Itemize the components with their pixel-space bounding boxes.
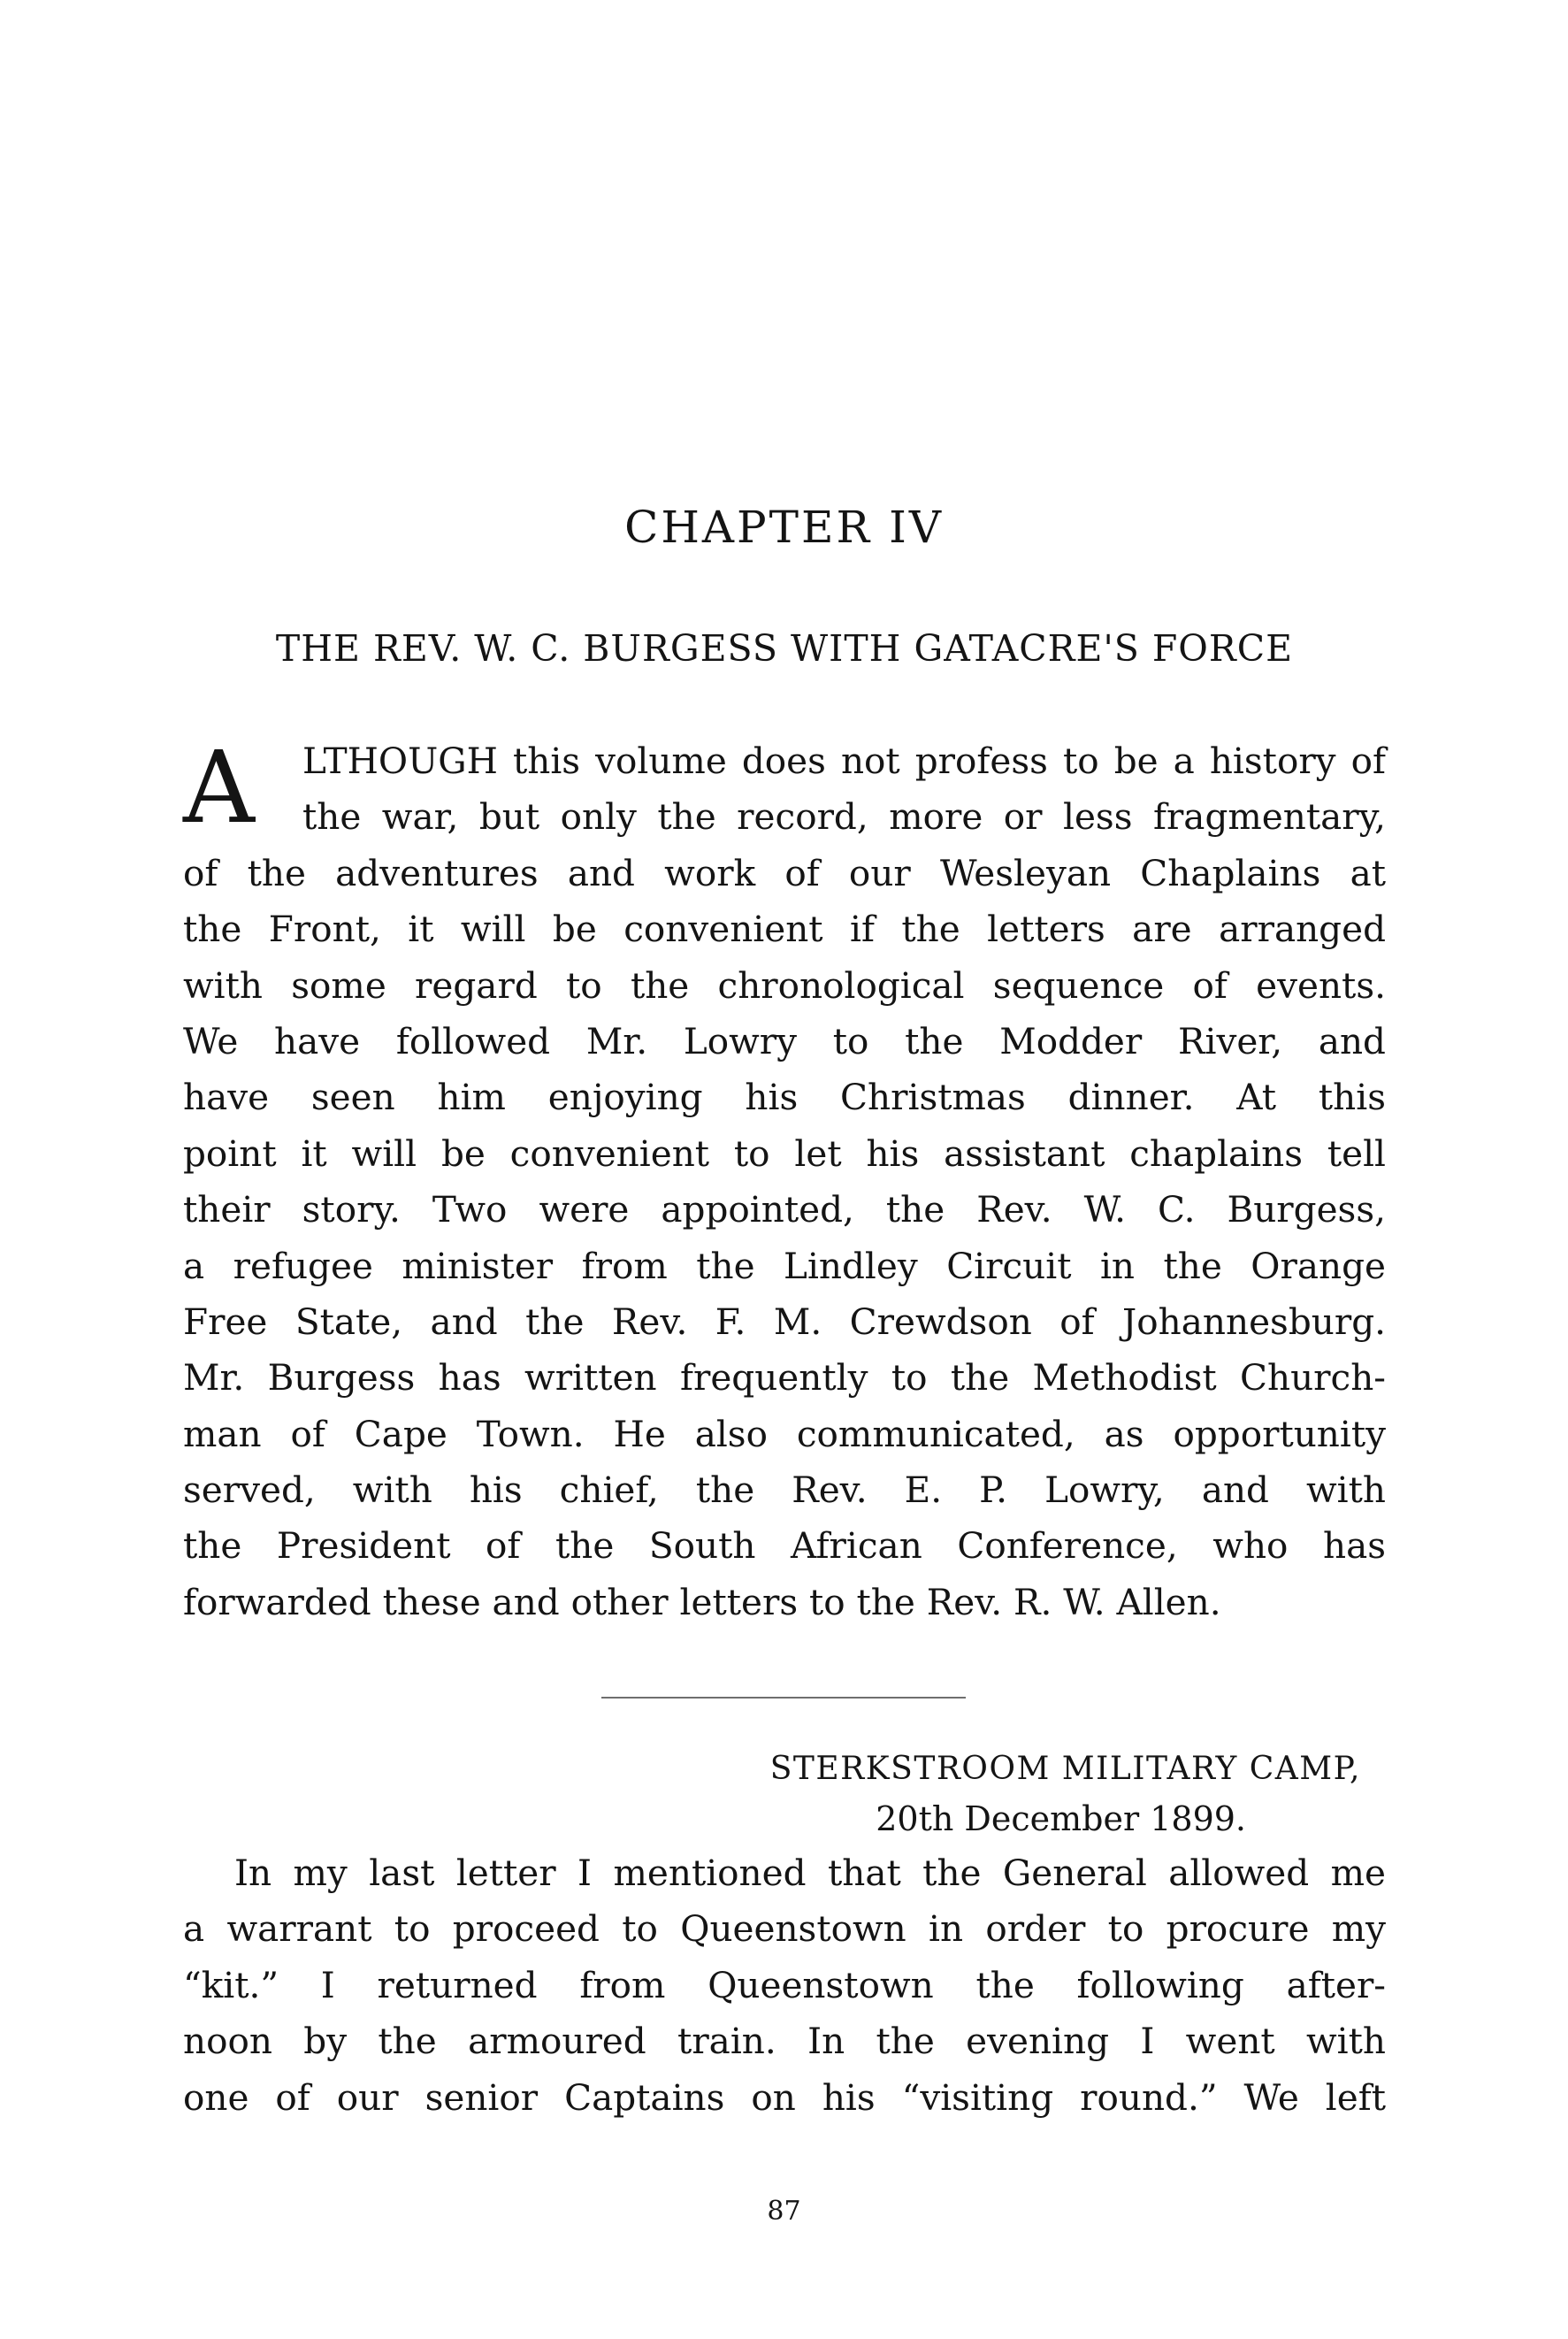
page-number: 87: [767, 2196, 801, 2227]
text-line: “kit.” I returned from Queenstown the following after-: [183, 1963, 1386, 2006]
drop-cap: A: [183, 731, 255, 846]
text-line: Free State, and the Rev. F. M. Crewdson of Johannesburg.: [183, 1300, 1386, 1343]
text-line: point it will be convenient to let his assistant chaplains tell: [183, 1131, 1386, 1175]
text-line: In my last letter I mentioned that the General allowed me: [234, 1852, 1386, 1894]
text-line: forwarded these and other letters to the Rev. R. W. Allen.: [183, 1580, 1221, 1623]
text-line: their story. Two were appointed, the Rev. W. C. Burgess,: [183, 1188, 1386, 1231]
dateline-place: STERKSTROOM MILITARY CAMP,: [769, 1751, 1361, 1787]
dateline-date: 20th December 1899.: [876, 1799, 1246, 1838]
section-divider: [601, 1697, 966, 1699]
text-line: a warrant to proceed to Queenstown in order to procure my: [183, 1907, 1386, 1951]
text-line: served, with his chief, the Rev. E. P. Lowry, and with: [183, 1469, 1386, 1512]
text-line: the Front, it will be convenient if the letters are arranged: [183, 908, 1386, 951]
text-line: Mr. Burgess has written frequently to the Methodist Church-: [183, 1356, 1386, 1400]
text-line: noon by the armoured train. In the evening I went with: [183, 2020, 1386, 2063]
letter-paragraph: [183, 1845, 1386, 2126]
text-line: the President of the South African Conference, who has: [183, 1524, 1386, 1568]
text-line: one of our senior Captains on his “visiting round.” We left: [183, 2075, 1386, 2119]
text-line: man of Cape Town. He also communicated, as opportunity: [183, 1412, 1386, 1455]
text-line: the war, but only the record, more or less fragmentary,: [302, 795, 1386, 839]
chapter-subtitle: THE REV. W. C. BURGESS WITH GATACRE'S FORCE: [275, 627, 1294, 670]
intro-paragraph: [183, 733, 1386, 1630]
text-line: LTHOUGH this volume does not profess to be a history of: [302, 740, 1386, 782]
chapter-title: CHAPTER IV: [624, 502, 944, 553]
text-line: with some regard to the chronological sequence of events.: [183, 963, 1386, 1007]
text-line: of the adventures and work of our Wesleyan Chaplains at: [183, 851, 1386, 894]
text-line: have seen him enjoying his Christmas dinner. At this: [183, 1076, 1386, 1119]
text-line: We have followed Mr. Lowry to the Modder River, and: [183, 1019, 1386, 1062]
text-line: a refugee minister from the Lindley Circuit in the Orange: [183, 1244, 1386, 1287]
